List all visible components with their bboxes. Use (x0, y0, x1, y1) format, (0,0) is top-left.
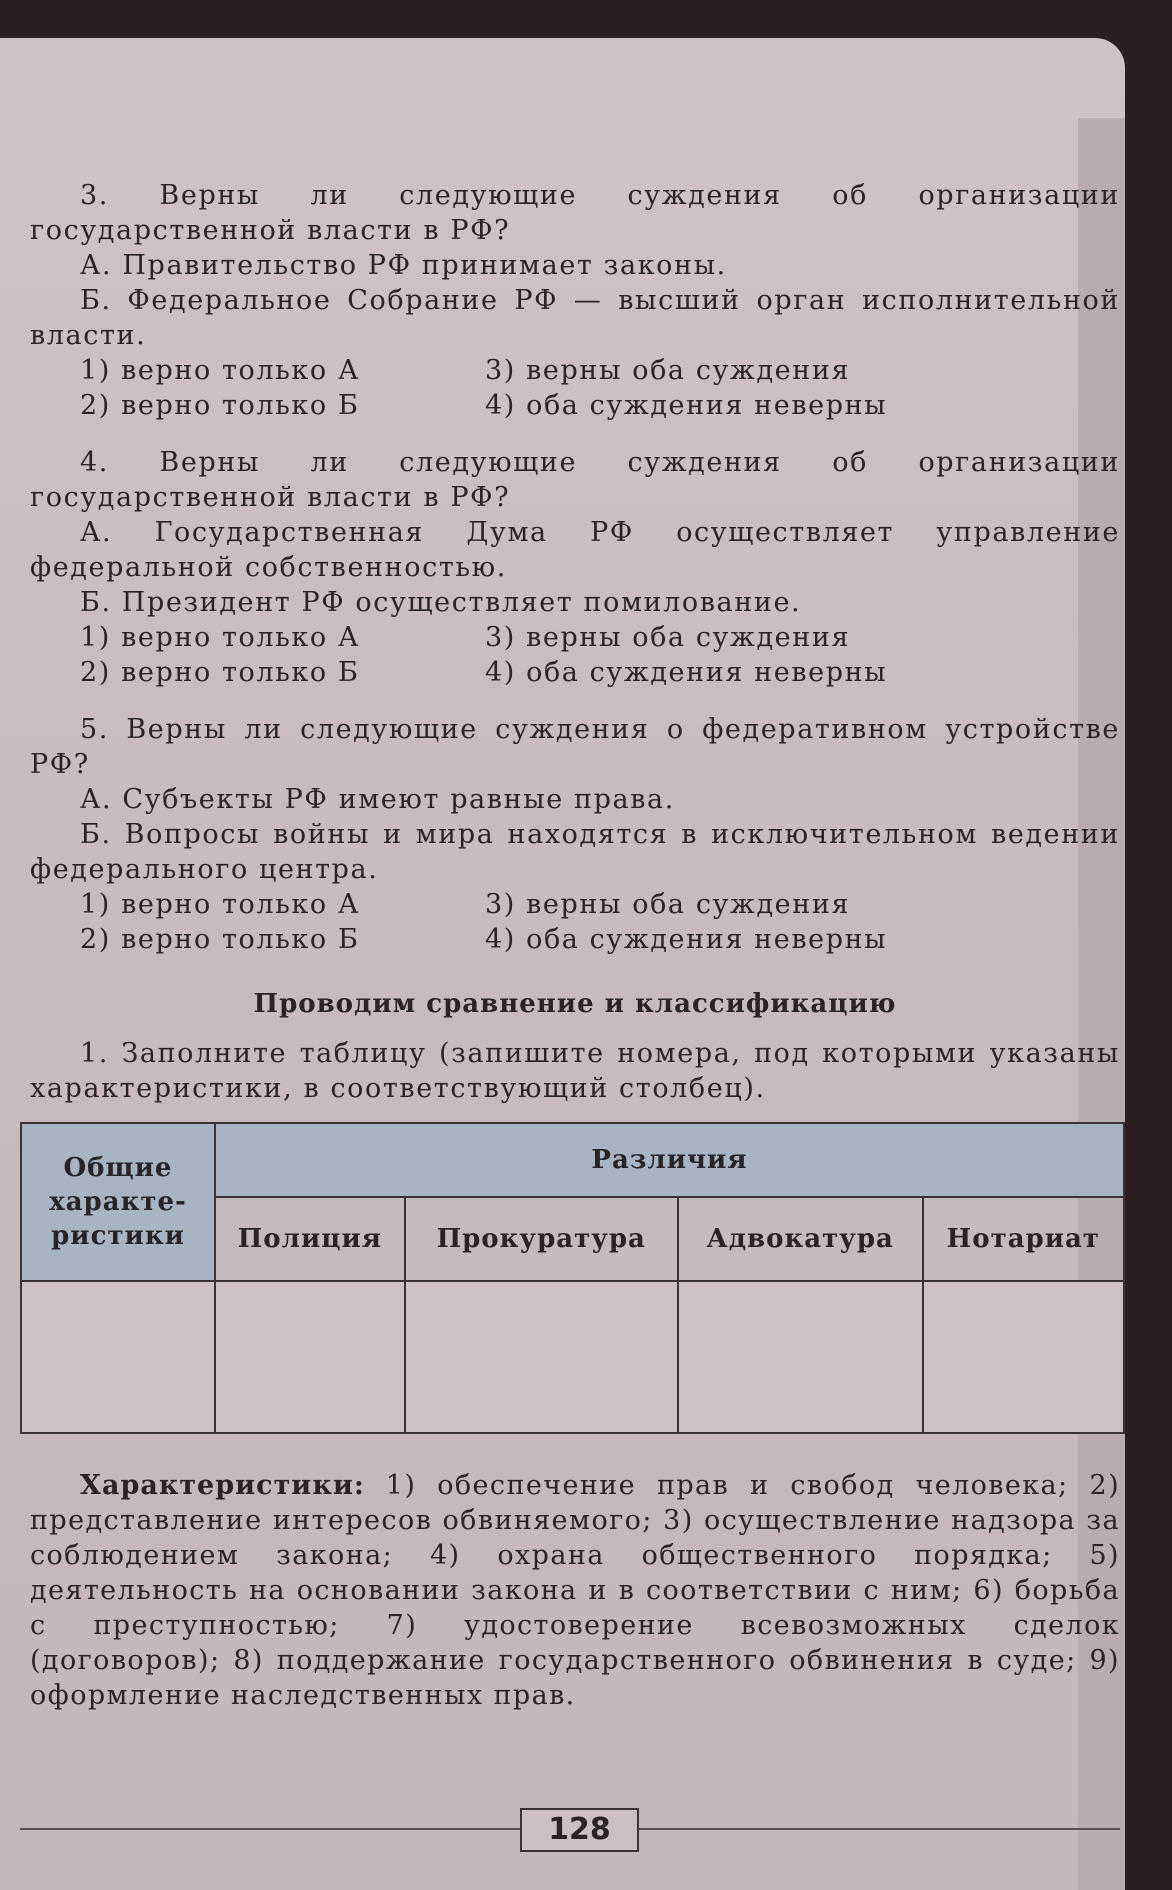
page-number: 128 (520, 1808, 639, 1852)
header-notary: Нотариат (923, 1197, 1124, 1281)
answer-cell-notary[interactable] (923, 1281, 1124, 1433)
option-2: 2) верно только Б (80, 390, 360, 421)
answer-options (30, 353, 1120, 423)
characteristics-text: 1) обеспечение прав и свобод человека; 2) представление интересов обвиняемого; 3) осуществление надзора за соблюдением закона; 4) охрана общественного порядка; 5) деятельность на основании закона и в соответствии с ним; 6) борьба с преступностью; 7) удостоверение всевозможных сделок (договоров); 8) поддержание государственного обвинения в суде; 9) оформление наследственных прав. (30, 1470, 1120, 1711)
statement-b: Б. Вопросы войны и мира находятся в исключительном ведении федерального центра. (30, 819, 1120, 885)
answer-cell-advocacy[interactable] (678, 1281, 923, 1433)
option-4: 4) оба суждения неверны (485, 657, 888, 688)
answer-options (30, 887, 1120, 957)
characteristics-block (30, 1468, 1120, 1713)
textbook-page (0, 38, 1125, 1890)
option-3: 3) верны оба суждения (485, 622, 851, 653)
header-advocacy: Адвокатура (678, 1197, 923, 1281)
statement-a: А. Правительство РФ принимает законы. (80, 250, 727, 281)
header-police: Полиция (215, 1197, 405, 1281)
characteristics-label: Характеристики: (80, 1470, 365, 1501)
answer-cell-police[interactable] (215, 1281, 405, 1433)
statement-a: А. Государственная Дума РФ осуществляет управление федеральной собственностью. (30, 517, 1120, 583)
option-1: 1) верно только А (80, 622, 360, 653)
section-heading: Проводим сравнение и классификацию (253, 989, 897, 1019)
header-prosecution: Прокуратура (405, 1197, 678, 1281)
page-content (30, 178, 1120, 1713)
statement-a: А. Субъекты РФ имеют равные права. (80, 784, 675, 815)
header-differences: Различия (215, 1123, 1124, 1197)
option-2: 2) верно только Б (80, 924, 360, 955)
answer-cell-prosecution[interactable] (405, 1281, 678, 1433)
question-4 (30, 445, 1120, 690)
question-title: 4. Верны ли следующие суждения об организации государственной власти в РФ? (30, 447, 1120, 513)
option-3: 3) верны оба суждения (485, 889, 851, 920)
header-common: Общие характе-ристики (21, 1123, 215, 1281)
task-1 (30, 1036, 1120, 1106)
question-5 (30, 712, 1120, 957)
option-3: 3) верны оба суждения (485, 355, 851, 386)
option-1: 1) верно только А (80, 355, 360, 386)
question-title: 3. Верны ли следующие суждения об организации государственной власти в РФ? (30, 180, 1120, 246)
statement-b: Б. Президент РФ осуществляет помилование. (80, 587, 802, 618)
question-3 (30, 178, 1120, 423)
question-title: 5. Верны ли следующие суждения о федеративном устройстве РФ? (30, 714, 1120, 780)
comparison-table (20, 1122, 1125, 1434)
statement-b: Б. Федеральное Собрание РФ — высший орган исполнительной власти. (30, 285, 1120, 351)
answer-options (30, 620, 1120, 690)
option-1: 1) верно только А (80, 889, 360, 920)
option-4: 4) оба суждения неверны (485, 924, 888, 955)
task-text: 1. Заполните таблицу (запишите номера, под которыми указаны характеристики, в соответствующий столбец). (30, 1038, 1120, 1104)
answer-cell-common[interactable] (21, 1281, 215, 1433)
option-4: 4) оба суждения неверны (485, 390, 888, 421)
option-2: 2) верно только Б (80, 657, 360, 688)
